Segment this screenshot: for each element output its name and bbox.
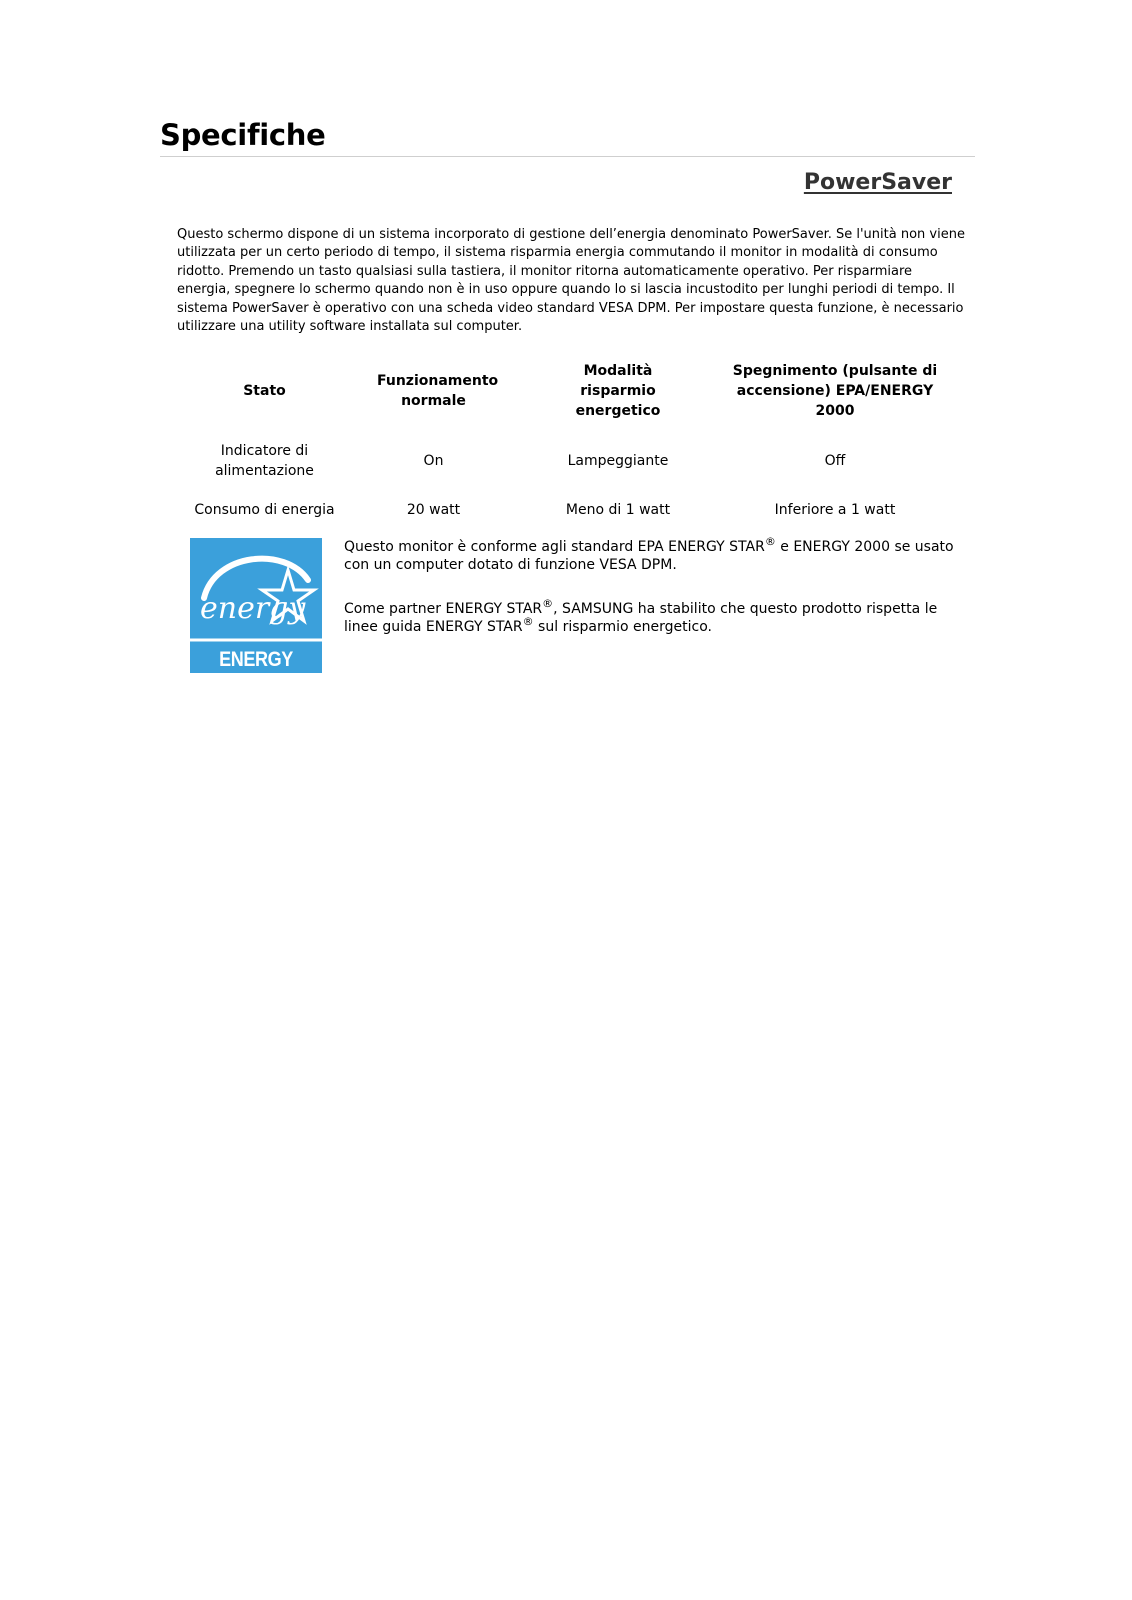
table-header-cell: Modalità risparmio energetico xyxy=(575,363,661,419)
registered-mark: ® xyxy=(764,535,776,548)
registered-mark: ® xyxy=(522,615,534,628)
page-title: Specifiche xyxy=(160,118,326,152)
table-cell: Consumo di energia xyxy=(194,502,335,518)
table-header-cell: Stato xyxy=(243,383,286,399)
table-cell: Inferiore a 1 watt xyxy=(774,502,896,518)
table-cell: Off xyxy=(824,453,846,469)
table-cell: Meno di 1 watt xyxy=(565,502,671,518)
logo-label: ENERGY STAR xyxy=(219,648,293,695)
table-header-cell: Funzionamento normale xyxy=(377,373,499,409)
logo-script-word: energy xyxy=(200,591,306,626)
table-cell: Lampeggiante xyxy=(567,453,669,469)
table-row xyxy=(192,500,964,520)
registered-mark: ® xyxy=(542,597,554,610)
title-divider xyxy=(160,156,975,157)
table-header-cell: Spegnimento (pulsante di accensione) EPA/ENERGY 2000 xyxy=(732,363,938,419)
partner-note: Come partner ENERGY STAR®, SAMSUNG ha stabilito che questo prodotto rispetta le linee guida ENERGY STAR® sul risparmio energetico. xyxy=(344,597,938,635)
intro-paragraph: Questo schermo dispone di un sistema incorporato di gestione dell’energia denominato PowerSaver. Se l'unità non viene utilizzata per un certo periodo di tempo, il sistema risparmia energia commutando il monitor in modalità di consumo ridotto. Premendo un tasto qualsiasi sulla tastiera, il monitor ritorna automaticamente operativo. Per risparmiare energia, spegnere lo schermo quando non è in uso oppure quando lo si lascia incustodito per lunghi periodi di tempo. Il sistema PowerSaver è operativo con una scheda video standard VESA DPM. Per impostare questa funzione, è necessario utilizzare una utility software installata sul computer. xyxy=(177,227,965,335)
table-cell: 20 watt xyxy=(406,502,461,518)
table-row xyxy=(192,422,964,500)
powersaver-link[interactable]: PowerSaver xyxy=(803,170,952,195)
compliance-note: Questo monitor è conforme agli standard EPA ENERGY STAR® e ENERGY 2000 se usato con un computer dotato di funzione VESA DPM. xyxy=(344,535,954,573)
table-header-row xyxy=(192,360,964,422)
table-cell: On xyxy=(423,453,444,469)
table-cell: Indicatore di alimentazione xyxy=(215,443,314,479)
energy-star-logo xyxy=(190,538,322,695)
power-spec-table xyxy=(192,360,964,520)
